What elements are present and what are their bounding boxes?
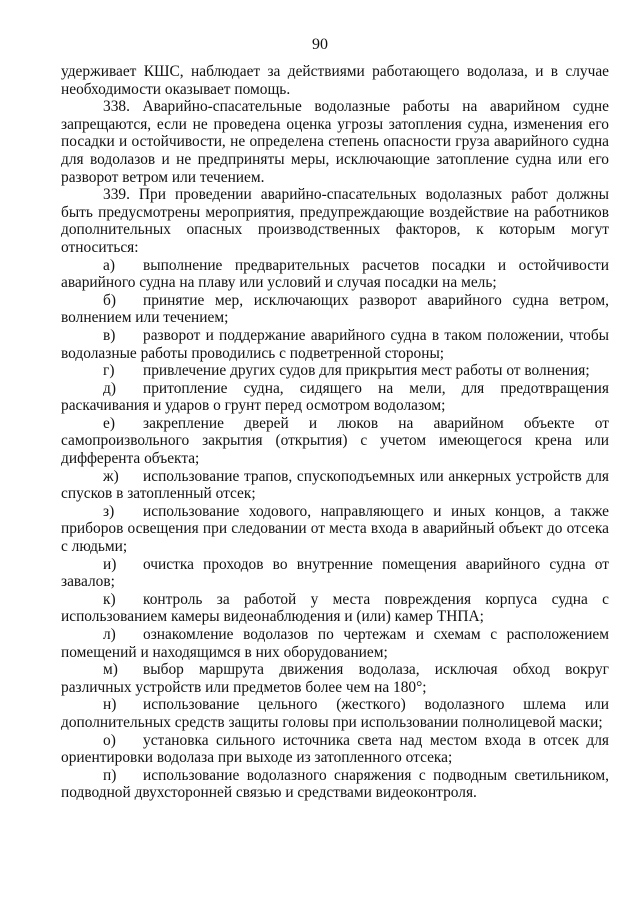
list-item-g <box>61 362 609 380</box>
list-item-text: ознакомление водолазов по чертежам и схемам с расположением помещений и находящимся в них оборудованием; <box>61 626 609 661</box>
list-item-l <box>61 626 609 661</box>
list-item-letter: л) <box>103 626 116 643</box>
list-item-a <box>61 257 609 292</box>
list-item-text: использование цельного (жесткого) водолазного шлема или дополнительных средств защиты головы при использовании полнолицевой маски; <box>61 696 609 731</box>
list-item-letter: ж) <box>103 467 119 485</box>
list-item-letter: п) <box>103 766 117 784</box>
list-item-text: контроль за работой у места повреждения корпуса судна с использованием камеры видеонаблюдения и (или) камер ТНПА; <box>61 590 609 626</box>
list-item-text: принятие мер, исключающих разворот аварийного судна ветром, волнением или течением; <box>61 291 609 327</box>
page-number: 90 <box>312 36 328 53</box>
list-item-letter: е) <box>103 414 115 432</box>
list-item-b <box>61 292 609 327</box>
list-item-letter: з) <box>103 502 115 520</box>
list-item-o <box>61 732 609 767</box>
list-item-text: разворот и поддержание аварийного судна в таком положении, чтобы водолазные работы проводились с подветренной стороны; <box>61 326 609 362</box>
list-item-k <box>61 591 609 626</box>
list-item-n <box>61 696 609 731</box>
list-item-text: использование водолазного снаряжения с подводным светильником, подводной двухсторонней связью и средствами видеоконтроля. <box>61 766 609 802</box>
list-item-text: притопление судна, сидящего на мели, для предотвращения раскачивания и ударов о грунт перед осмотром водолазом; <box>61 379 609 415</box>
list-item-letter: и) <box>103 555 117 573</box>
list-item-letter: к) <box>103 590 116 608</box>
list-item-letter: о) <box>103 731 116 749</box>
list-item-text: очистка проходов во внутренние помещения аварийного судна от завалов; <box>61 555 609 591</box>
page-body <box>61 63 609 802</box>
list-item-text: использование ходового, направляющего и иных концов, а также приборов освещения при следовании от места входа в аварийный объект до отсека с людьми; <box>61 502 609 556</box>
list-item-letter: в) <box>103 326 116 344</box>
list-item-text: выбор маршрута движения водолаза, исключая обход вокруг различных устройств или предметов более чем на 180°; <box>61 661 609 696</box>
list-item-text: выполнение предварительных расчетов посадки и остойчивости аварийного судна на плаву или условий и случая посадки на мель; <box>61 256 609 292</box>
list-item-text: закрепление дверей и люков на аварийном объекте от самопроизвольного закрытия (открытия) с учетом имеющегося крена или дифферента объекта; <box>61 414 609 468</box>
list-item-d <box>61 380 609 415</box>
paragraph-339: 339. При проведении аварийно-спасательных водолазных работ должны быть предусмотрены мероприятия, предупреждающие воздействие на работников дополнительных опасных производственных факторов, к которым могут относиться: <box>61 186 609 256</box>
paragraph-338: 338. Аварийно-спасательные водолазные работы на аварийном судне запрещаются, если не проведена оценка угрозы затопления судна, изменения его посадки и остойчивости, не определена степень опасности груза аварийного судна для водолазов и не предприняты меры, исключающие затопление судна или его разворот ветром или течением. <box>61 98 609 186</box>
list-item-p <box>61 767 609 802</box>
list-item-letter: д) <box>103 379 116 397</box>
list-item-letter: н) <box>103 696 117 714</box>
list-item-text: использование трапов, спускоподъемных или анкерных устройств для спусков в затопленный отсек; <box>61 467 609 503</box>
list-item-letter: г) <box>103 362 115 380</box>
list-item-z <box>61 503 609 556</box>
list-item-letter: а) <box>103 256 115 274</box>
list-item-v <box>61 327 609 362</box>
list-item-m <box>61 661 609 696</box>
list-item-letter: б) <box>103 291 116 309</box>
list-item-zh <box>61 468 609 503</box>
list-item-e <box>61 415 609 468</box>
list-item-i <box>61 556 609 591</box>
list-item-text: привлечение других судов для прикрытия мест работы от волнения; <box>143 362 590 380</box>
continuation-paragraph: удерживает КШС, наблюдает за действиями работающего водолаза, и в случае необходимости оказывает помощь. <box>61 63 609 98</box>
list-item-letter: м) <box>103 661 118 679</box>
list-item-text: установка сильного источника света над местом входа в отсек для ориентировки водолаза при выходе из затопленного отсека; <box>61 731 609 767</box>
